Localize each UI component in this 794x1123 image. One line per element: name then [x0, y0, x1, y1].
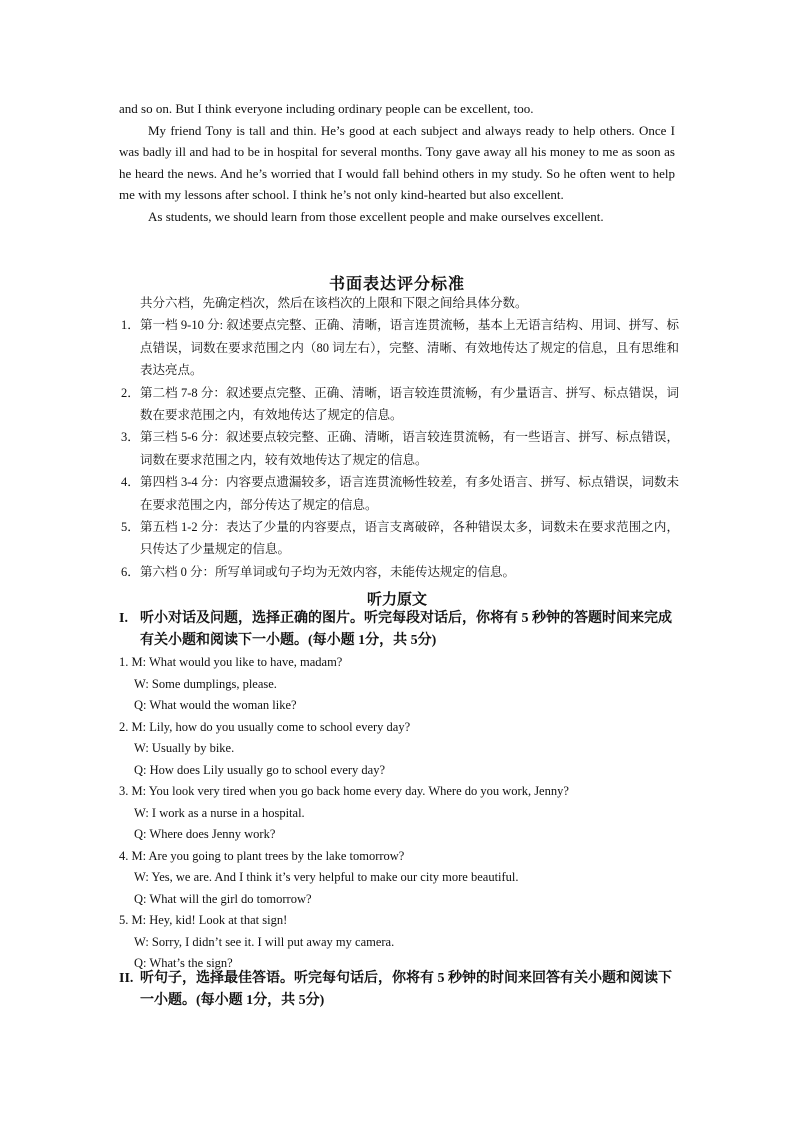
dialog-man-line: M: Are you going to plant trees by the lake tomorrow? — [131, 848, 405, 863]
scoring-item — [119, 516, 679, 561]
essay-paragraph: As students, we should learn from those excellent people and make ourselves excellent. — [148, 208, 604, 224]
essay-paragraph: My friend Tony is tall and thin. He’s good at each subject and always ready to help others. Once I was badly ill and had to be in hospital for several months. Tony gave away all his money to me as soon as he heard the news. And he’s worried that I would fall behind others in my study. So he often went to help me with my lessons after school. I think he’s not only kind-hearted but also excellent. — [119, 122, 675, 202]
scoring-list — [119, 314, 679, 583]
scoring-criteria — [119, 292, 679, 583]
scoring-item-number: 2． — [121, 385, 140, 400]
scoring-item-text: 第二档 7-8 分：叙述要点完整、正确、清晰，语言较连贯流畅，有少量语言、拼写、标点错误，词数在要求范围之内，有效地传达了规定的信息。 — [140, 385, 679, 423]
dialog-question: Q: How does Lily usually go to school every day? — [134, 762, 385, 777]
scoring-title: 书面表达评分标准 — [328, 276, 465, 293]
scoring-item-text: 第一档 9-10 分: 叙述要点完整、正确、清晰，语言连贯流畅，基本上无语言结构、用词、拼写、标点错误，词数在要求范围之内（80 词左右），完整、清晰、有效地传达了规定的信息，且有思维和表达亮点。 — [140, 318, 679, 378]
scoring-item — [119, 426, 679, 471]
scoring-intro: 共分六档，先确定档次，然后在该档次的上限和下限之间给具体分数。 — [140, 296, 528, 310]
scoring-item-number: 3． — [121, 430, 140, 445]
dialog-number: 4. — [119, 848, 129, 863]
section-instructions: 听句子，选择最佳答语。听完每句话后，你将有 5 秒钟的时间来回答有关小题和阅读下一小题。(每小题 1分，共 5分) — [140, 971, 672, 1008]
dialog-man-line: M: Hey, kid! Look at that sign! — [131, 913, 288, 927]
dialog-woman-line: W: Some dumplings, please. — [134, 676, 277, 691]
dialog-number: 1. — [119, 655, 129, 669]
dialog-man-line: M: Lily, how do you usually come to school every day? — [131, 719, 411, 734]
scoring-item-text: 第五档 1-2 分：表达了少量的内容要点，语言支离破碎，各种错误太多，词数未在要求范围之内，只传达了少量规定的信息。 — [140, 520, 679, 557]
dialog-item — [119, 846, 679, 911]
dialog-question: Q: What will the girl do tomorrow? — [134, 891, 312, 906]
section-number: I. — [119, 611, 128, 626]
dialog-item — [119, 781, 679, 846]
section-number: II. — [119, 971, 134, 986]
scoring-item — [119, 382, 679, 427]
scoring-item-number: 5． — [121, 520, 140, 535]
dialog-number: 2. — [119, 719, 129, 734]
dialog-woman-line: W: Sorry, I didn’t see it. I will put away my camera. — [134, 934, 395, 949]
listening-section-2-heading — [119, 968, 681, 1012]
essay-body — [119, 98, 675, 227]
scoring-item — [119, 471, 679, 516]
dialog-question: Q: Where does Jenny work? — [134, 827, 276, 841]
dialog-item — [119, 910, 679, 975]
dialog-question: Q: What’s the sign? — [134, 956, 233, 970]
dialog-man-line: M: What would you like to have, madam? — [131, 655, 343, 669]
dialog-woman-line: W: Usually by bike. — [134, 741, 235, 755]
listening-title: 听力原文 — [366, 592, 427, 608]
dialog-man-line: M: You look very tired when you go back home every day. Where do you work, Jenny? — [131, 784, 569, 798]
scoring-item-number: 6． — [121, 564, 140, 579]
scoring-item-text: 第三档 5-6 分：叙述要点较完整、正确、清晰，语言较连贯流畅，有一些语言、拼写、标点错误，词数在要求范围之内，较有效地传达了规定的信息。 — [140, 430, 679, 467]
dialog-question: Q: What would the woman like? — [134, 698, 297, 712]
dialog-woman-line: W: Yes, we are. And I think it’s very helpful to make our city more beautiful. — [134, 870, 519, 884]
dialog-item — [119, 652, 679, 717]
scoring-item — [119, 314, 679, 381]
dialog-number: 3. — [119, 784, 129, 798]
scoring-item-text: 第四档 3-4 分：内容要点遗漏较多，语言连贯流畅性较差，有多处语言、拼写、标点错误，词数未在要求范围之内，部分传达了规定的信息。 — [140, 475, 679, 512]
dialog-woman-line: W: I work as a nurse in a hospital. — [134, 805, 305, 820]
dialog-list — [119, 652, 679, 975]
essay-paragraph: and so on. But I think everyone including ordinary people can be excellent, too. — [119, 101, 534, 116]
dialog-number: 5. — [119, 913, 129, 927]
scoring-item — [119, 561, 679, 583]
scoring-item-number: 1． — [121, 318, 140, 333]
scoring-item-number: 4． — [121, 475, 140, 490]
scoring-item-text: 第六档 0 分：所写单词或句子均为无效内容，未能传达规定的信息。 — [140, 564, 516, 579]
listening-section-1-heading — [119, 608, 681, 652]
dialog-item — [119, 717, 679, 782]
section-instructions: 听小对话及问题，选择正确的图片。听完每段对话后，你将有 5 秒钟的答题时间来完成有关小题和阅读下一小题。(每小题 1分，共 5分) — [140, 611, 672, 648]
